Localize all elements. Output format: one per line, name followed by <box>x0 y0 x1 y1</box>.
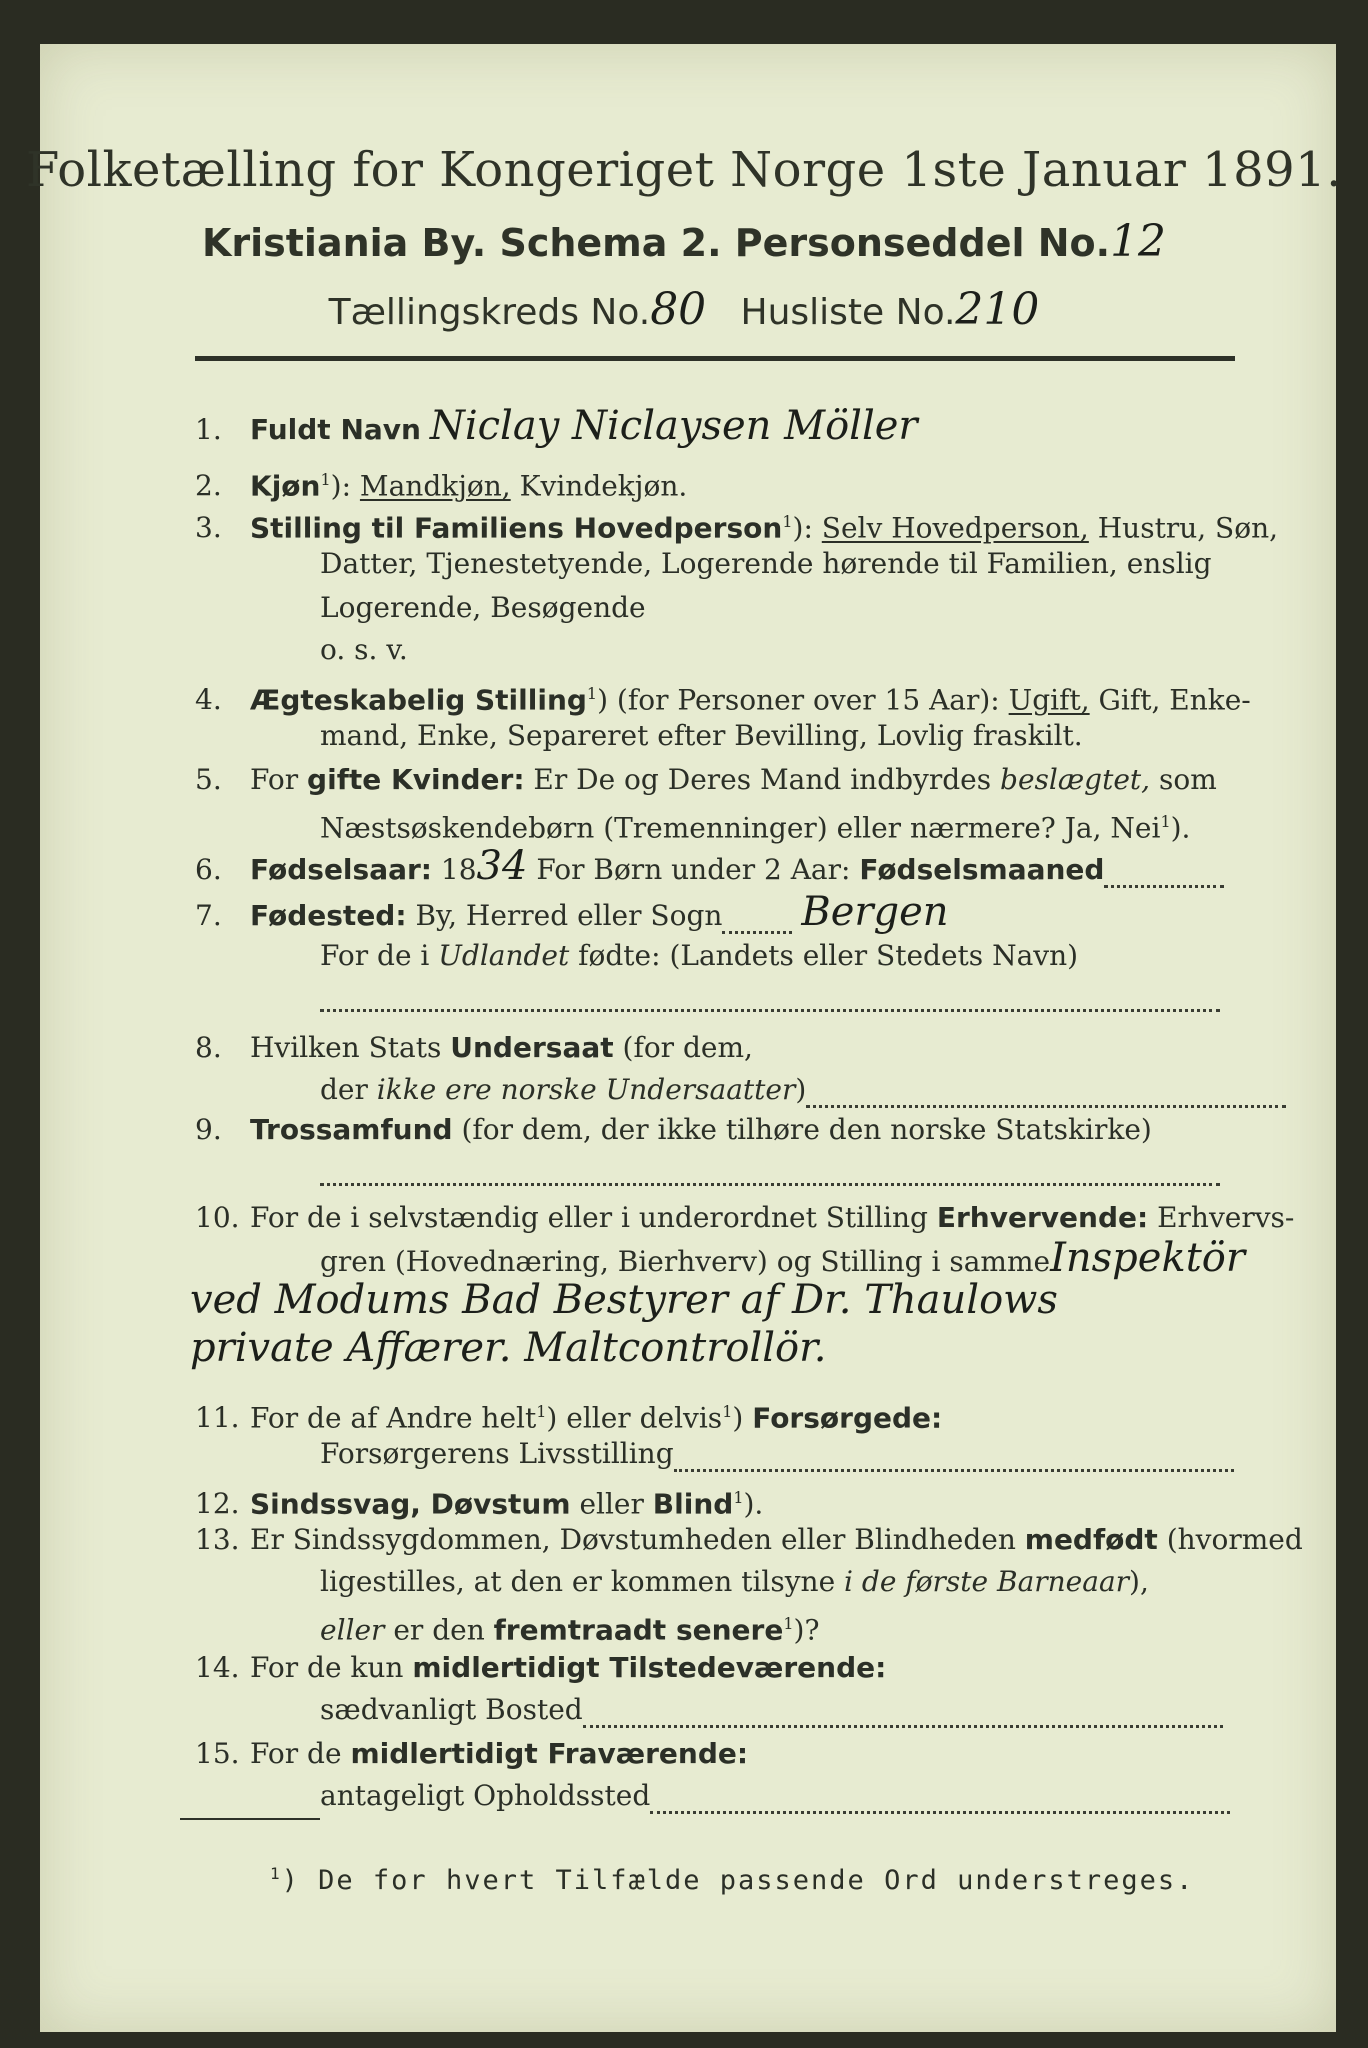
q8-dotted-line <box>806 1083 1286 1108</box>
q9-text: (for dem, der ikke tilhøre den norske Statskirke) <box>452 1113 1152 1146</box>
q4-footnote-mark: 1 <box>586 684 598 703</box>
schema-text: Kristiania By. Schema 2. Personseddel No. <box>201 221 1111 265</box>
footnote-divider <box>180 1818 320 1820</box>
schema-line <box>0 216 1368 267</box>
q1-number: 1. <box>195 413 222 446</box>
q5-italic: beslægtet, <box>1000 763 1151 796</box>
q11-text: For de af Andre helt <box>250 1401 537 1435</box>
q6-label: Fødselsaar: <box>250 853 432 886</box>
question-14 <box>195 1650 1238 1686</box>
q14-line-2 <box>320 1692 1238 1728</box>
q13-line-3-b: )? <box>793 1613 820 1647</box>
q8-text: Hvilken Stats <box>250 1031 451 1064</box>
q9-blank-line <box>320 1150 1238 1186</box>
q10-answer-2: ved Modums Bad Bestyrer af Dr. Thaulows <box>190 1277 1058 1323</box>
q2-label: Kjøn <box>250 469 321 503</box>
q15-line-2-text: antageligt Opholdssted <box>320 1779 651 1812</box>
question-11 <box>195 1394 1238 1436</box>
q7-line-2-b: fødte: (Landets eller Stedets Navn) <box>569 939 1079 972</box>
q7-line-2-a: For de i <box>320 939 439 972</box>
q5-number: 5. <box>195 763 222 796</box>
header-divider <box>195 356 1235 361</box>
q12-number: 12. <box>195 1487 240 1521</box>
question-7 <box>195 889 1238 935</box>
q7-blank-dots <box>320 987 1220 1012</box>
q13-number: 13. <box>195 1523 240 1556</box>
q10-text-2: Erhvervs- <box>1148 1201 1295 1234</box>
question-5 <box>195 762 1238 798</box>
q3-label: Stilling til Familiens Hovedperson <box>250 511 783 545</box>
q13-line-3 <box>320 1606 1238 1648</box>
q14-line-2-text: sædvanligt Bosted <box>320 1693 583 1726</box>
husliste-number: 210 <box>955 284 1040 335</box>
q3-text: ): <box>792 511 822 545</box>
q13-line-2-b: ), <box>1129 1565 1149 1598</box>
question-6 <box>195 843 1238 889</box>
q2-footnote-mark: 1 <box>320 470 331 489</box>
q11-line-2-text: Forsørgerens Livsstilling <box>320 1437 674 1470</box>
q15-label: midlertidigt Fraværende: <box>350 1737 749 1770</box>
q12-text-2: ). <box>743 1487 764 1521</box>
q7-blank-line <box>320 976 1238 1012</box>
q11-footnote-mark-2: 1 <box>722 1402 733 1421</box>
q7-answer: Bergen <box>801 889 949 935</box>
q4-line-2: mand, Enke, Separeret efter Bevilling, Lovlig fraskilt. <box>320 719 1083 752</box>
question-1 <box>195 403 1238 449</box>
q14-label: midlertidigt Tilstedeværende: <box>412 1651 887 1684</box>
q8-line-2-b: ) <box>795 1073 807 1106</box>
q3-text-2: Hustru, Søn, <box>1088 511 1279 545</box>
q7-label: Fødested: <box>250 899 407 932</box>
q5-text: Er De og Deres Mand indbyrdes <box>524 763 1001 796</box>
q6-dotted-line <box>1104 863 1224 888</box>
question-10 <box>195 1200 1295 1236</box>
q15-line-2 <box>320 1778 1238 1814</box>
q7-dotted-line <box>722 909 792 934</box>
taellingskreds-label: Tællingskreds No. <box>328 292 651 333</box>
question-13 <box>195 1522 1303 1558</box>
q3-line-3: Logerende, Besøgende <box>320 591 646 624</box>
q10-answer-line-2 <box>190 1277 1238 1323</box>
q13-line-3-a: er den <box>384 1613 494 1647</box>
question-2 <box>195 462 1238 504</box>
q7-line-2-italic: Udlandet <box>438 939 570 972</box>
question-15 <box>195 1736 1238 1772</box>
q11-text-3: ) <box>732 1401 753 1435</box>
q14-dotted-line <box>583 1703 1223 1728</box>
q2-option: Kvindekjøn. <box>510 469 688 503</box>
q10-number: 10. <box>195 1201 240 1234</box>
footnote-text: ) De for hvert Tilfælde passende Ord understreges. <box>281 1865 1195 1896</box>
q12-label-2: Blind <box>652 1487 734 1521</box>
q13-line-3-italic: eller <box>320 1613 385 1647</box>
q3-line-2: Datter, Tjenestetyende, Logerende hørende til Familien, enslig <box>320 547 1212 580</box>
q8-label: Undersaat <box>450 1031 614 1064</box>
q8-line-2-a: der <box>320 1073 377 1106</box>
q12-label: Sindssvag, Døvstum <box>250 1487 571 1521</box>
q12-footnote-mark: 1 <box>733 1488 744 1507</box>
q7-number: 7. <box>195 899 222 932</box>
q15-dotted-line <box>650 1789 1230 1814</box>
q8-text-2: (for dem, <box>613 1031 753 1064</box>
q13-text: Er Sindssygdommen, Døvstumheden eller Blindheden <box>250 1523 1025 1556</box>
q11-number: 11. <box>195 1401 240 1435</box>
q5-footnote-mark: 1 <box>1160 812 1171 831</box>
question-3 <box>195 504 1279 546</box>
q8-line-2-italic: ikke ere norske Undersaatter <box>376 1073 796 1106</box>
q4-option-selected: Ugift, <box>1008 683 1090 717</box>
q9-label: Trossamfund <box>250 1113 453 1146</box>
q12-text: eller <box>570 1487 653 1521</box>
form-title: Folketælling for Kongeriget Norge 1ste Januar 1891. <box>26 142 1342 198</box>
q6-prefix: 18 <box>432 853 477 886</box>
q6-number: 6. <box>195 853 222 886</box>
q7-text: By, Herred eller Sogn <box>406 899 723 932</box>
q14-number: 14. <box>195 1651 240 1684</box>
q5-line-2-text: Næstsøskendebørn (Tremenninger) eller nærmere? Ja, Nei <box>320 811 1161 845</box>
district-line <box>0 284 1368 335</box>
q13-line-2 <box>320 1564 1238 1600</box>
q14-text: For de kun <box>250 1651 413 1684</box>
q2-number: 2. <box>195 469 222 503</box>
q10-label: Erhvervende: <box>936 1201 1149 1234</box>
question-12 <box>195 1480 1238 1522</box>
personseddel-number: 12 <box>1110 216 1167 267</box>
question-8 <box>195 1030 1238 1066</box>
q4-number: 4. <box>195 683 222 717</box>
footnote <box>270 1864 1194 1896</box>
q2-option-selected: Mandkjøn, <box>359 469 511 503</box>
taellingskreds-number: 80 <box>650 284 707 335</box>
q5-line-2: Næstsøskendebørn (Tremenninger) eller nærmere? Ja, Nei$^1$). <box>320 811 1191 845</box>
q6-answer: 34 <box>476 843 528 889</box>
q10-text: For de i selvstændig eller i underordnet Stilling <box>250 1201 937 1234</box>
q11-text-2: ) eller delvis <box>546 1401 723 1435</box>
q3-line-4: o. s. v. <box>320 633 408 666</box>
q9-blank-dots <box>320 1161 1220 1186</box>
q15-number: 15. <box>195 1737 240 1770</box>
q11-line-2 <box>320 1436 1238 1472</box>
q11-dotted-line <box>674 1447 1234 1472</box>
q8-number: 8. <box>195 1031 222 1064</box>
q10-answer-line-3 <box>190 1325 1238 1371</box>
q10-line-2 <box>320 1235 1245 1281</box>
q13-line-2-italic: i de første Barneaar <box>844 1565 1130 1598</box>
q13-line-3-label: fremtraadt senere <box>493 1613 784 1647</box>
q3-footnote-mark: 1 <box>782 512 793 531</box>
q5-label: gifte Kvinder: <box>307 763 525 796</box>
q7-line-2 <box>320 938 1238 974</box>
q1-answer: Niclay Niclaysen Möller <box>429 403 918 449</box>
q13-text-2: (hvormed <box>1157 1523 1303 1556</box>
q10-line-2-text: gren (Hovednæring, Bierhverv) og Stilling i samme <box>320 1245 1051 1278</box>
q11-label: Forsørgede: <box>752 1401 943 1435</box>
q10-answer-3: private Affærer. Maltcontrollör. <box>190 1325 827 1371</box>
q2-text: ): <box>330 469 360 503</box>
q3-option-selected: Selv Hovedperson, <box>821 511 1089 545</box>
question-4 <box>195 676 1251 718</box>
q6-text: For Børn under 2 Aar: <box>527 853 860 886</box>
q13-label: medfødt <box>1024 1523 1158 1556</box>
q4-label: Ægteskabelig Stilling <box>250 683 587 717</box>
q13-footnote-mark: 1 <box>783 1614 794 1633</box>
footnote-mark: 1 <box>270 1864 282 1883</box>
q15-text: For de <box>250 1737 351 1770</box>
q10-answer-1: Inspektör <box>1050 1235 1245 1281</box>
q5-prefix: For <box>250 763 308 796</box>
husliste-label: Husliste No. <box>740 292 956 333</box>
q8-line-2 <box>320 1072 1238 1108</box>
question-9 <box>195 1112 1238 1148</box>
q6-label-2: Fødselsmaaned <box>859 853 1105 886</box>
q13-line-2-a: ligestilles, at den er kommen tilsyne <box>320 1565 845 1598</box>
q11-footnote-mark-1: 1 <box>536 1402 547 1421</box>
q5-text-2: som <box>1150 763 1217 796</box>
q4-text: ) (for Personer over 15 Aar): <box>597 683 1009 717</box>
q3-number: 3. <box>195 511 222 545</box>
q4-text-2: Gift, Enke- <box>1089 683 1251 717</box>
q9-number: 9. <box>195 1113 222 1146</box>
q1-label: Fuldt Navn <box>250 413 421 446</box>
